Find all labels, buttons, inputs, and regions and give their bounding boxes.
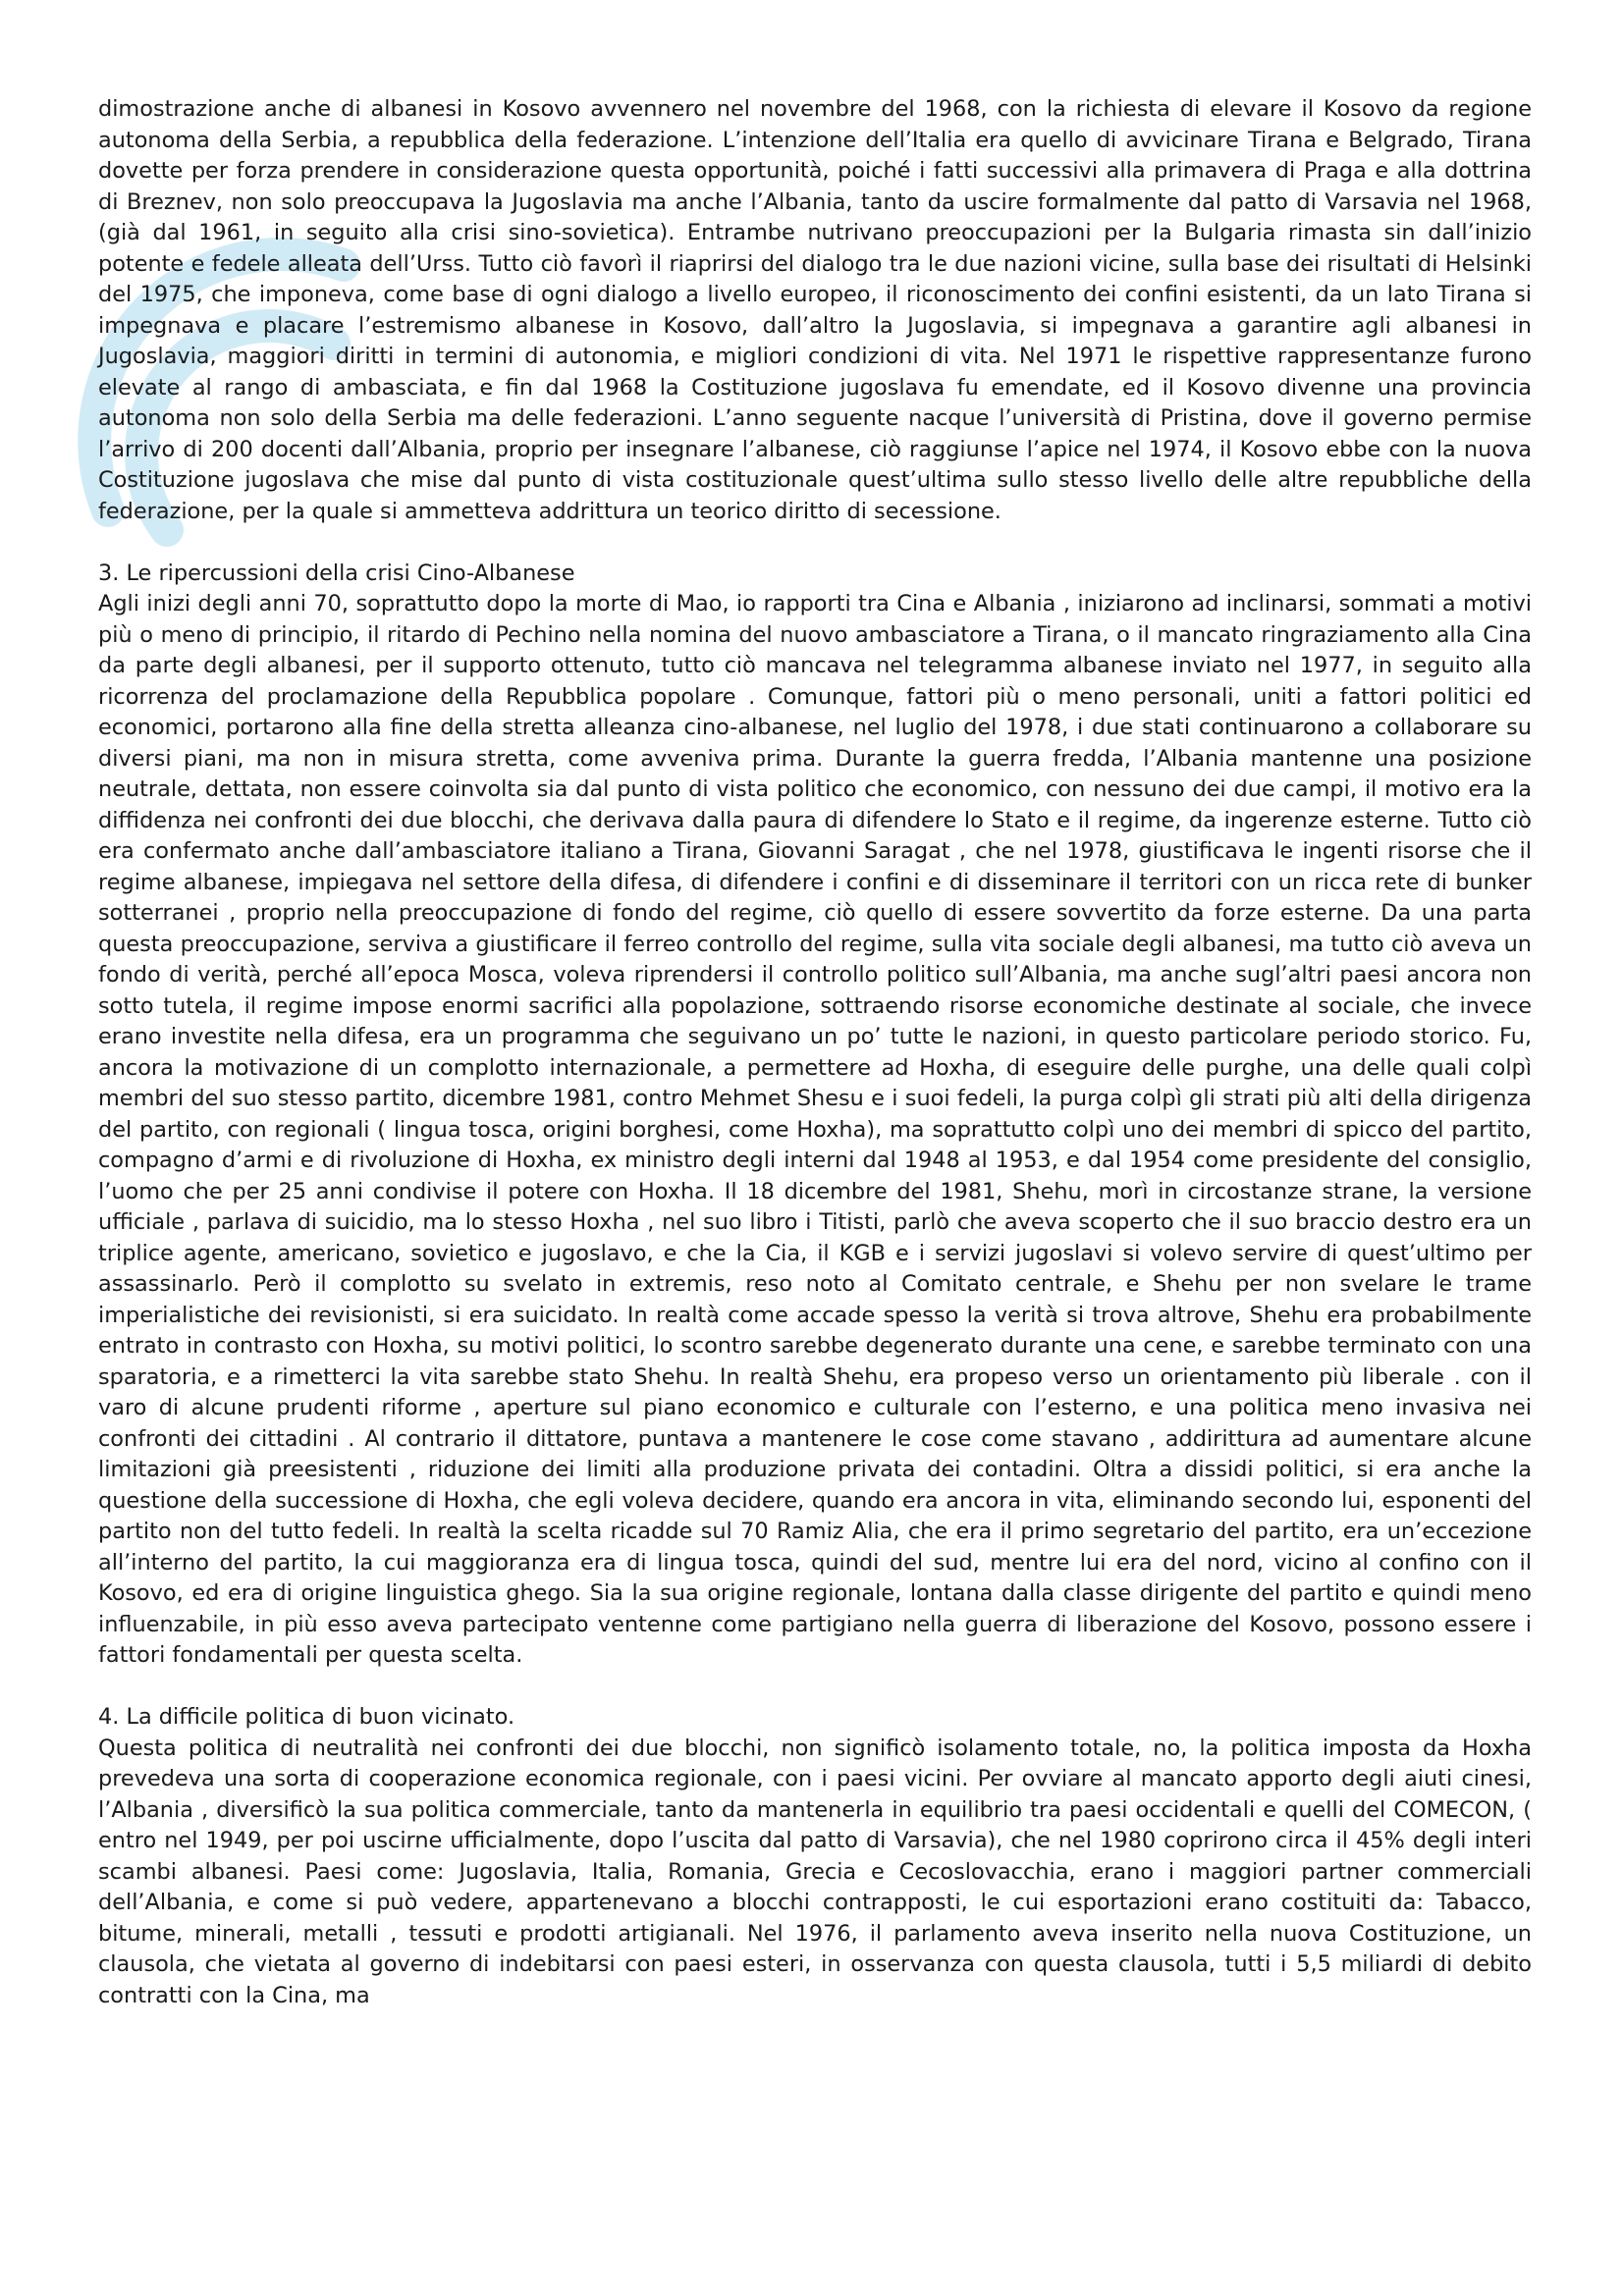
section-heading-4: 4. La difficile politica di buon vicinato. — [98, 1704, 515, 1730]
paragraph-buon-vicinato: Questa politica di neutralità nei confronti dei due blocchi, non significò isolamento totale, no, la politica imposta da Hoxha prevedeva una sorta di cooperazione economica regionale, con i paesi vicini. Per ovviare al mancato apporto degli aiuti cinesi, l’Albania , diversificò la sua politica commerciale, tanto da mantenerla in equilibrio tra paesi occidentali e quelli del COMECON, ( entro nel 1949, per poi uscirne ufficialmente, dopo l’uscita dal patto di Varsavia), che nel 1980 coprirono circa il 45% degli interi scambi albanesi. Paesi come: Jugoslavia, Italia, Romania, Grecia e Cecoslovacchia, erano i maggiori partner commerciali dell’Albania, e come si può vedere, appartenevano a blocchi contrapposti, le cui esportazioni erano costituiti da: Tabacco, bitume, minerali, metalli , tessuti e prodotti artigianali. Nel 1976, il parlamento aveva inserito nella nuova Costituzione, un clausola, che vietata al governo di indebitarsi con paesi esteri, in osservanza con questa clausola, tutti i 5,5 miliardi di debito contratti con la Cina, ma — [98, 1735, 1532, 2008]
section-heading-3: 3. Le ripercussioni della crisi Cino-Albanese — [98, 560, 575, 586]
paragraph-crisi-cino-albanese: Agli inizi degli anni 70, soprattutto dopo la morte di Mao, io rapporti tra Cina e Albania , iniziarono ad inclinarsi, sommati a motivi più o meno di principio, il ritardo di Pechino nella nomina del nuovo ambasciatore a Tirana, o il mancato ringraziamento alla Cina da parte degli albanesi, per il supporto ottenuto, tutto ciò mancava nel telegramma albanese inviato nel 1977, in seguito alla ricorrenza del proclamazione della Repubblica popolare . Comunque, fattori più o meno personali, uniti a fattori politici ed economici, portarono alla fine della stretta alleanza cino-albanese, nel luglio del 1978, i due stati continuarono a collaborare su diversi piani, ma non in misura stretta, come avveniva prima. Durante la guerra fredda, l’Albania mantenne una posizione neutrale, dettata, non essere coinvolta sia dal punto di vista politico che economico, con nessuno dei due campi, il motivo era la diffidenza nei confronti dei due blocchi, che derivava dalla paura di difendere lo Stato e il regime, da ingerenze esterne. Tutto ciò era confermato anche dall’ambasciatore italiano a Tirana, Giovanni Saragat , che nel 1978, giustificava le ingenti risorse che il regime albanese, impiegava nel settore della difesa, di difendere i confini e di disseminare il territori con un ricca rete di bunker sotterranei , proprio nella preoccupazione di fondo del regime, ciò quello di essere sovvertito da forze esterne. Da una parta questa preoccupazione, serviva a giustificare il ferreo controllo del regime, sulla vita sociale degli albanesi, ma tutto ciò aveva un fondo di verità, perché all’epoca Mosca, voleva riprendersi il controllo politico sull’Albania, ma anche sugl’altri paesi ancora non sotto tutela, il regime impose enormi sacrifici alla popolazione, sottraendo risorse economiche destinate al sociale, che invece erano investite nella difesa, era un programma che seguivano un po’ tutte le nazioni, in questo particolare periodo storico. Fu, ancora la motivazione di un complotto internazionale, a permettere ad Hoxha, di eseguire delle purghe, una delle quali colpì membri del suo stesso partito, dicembre 1981, contro Mehmet Shesu e i suoi fedeli, la purga colpì gli strati più alti della dirigenza del partito, con regionali ( lingua tosca, origini borghesi, come Hoxha), ma soprattutto colpì uno dei membri di spicco del partito, compagno d’armi e di rivoluzione di Hoxha, ex ministro degli interni dal 1948 al 1953, e dal 1954 come presidente del consiglio, l’uomo che per 25 anni condivise il potere con Hoxha. Il 18 dicembre del 1981, Shehu, morì in circostanze strane, la versione ufficiale , parlava di suicidio, ma lo stesso Hoxha , nel suo libro i Titisti, parlò che aveva scoperto che il suo braccio destro era un triplice agente, americano, sovietico e jugoslavo, e che la Cia, il KGB e i servizi jugoslavi si volevo servire di quest’ultimo per assassinarlo. Però il complotto su svelato in extremis, reso noto al Comitato centrale, e Shehu per non svelare le trame imperialistiche dei revisionisti, si era suicidato. In realtà come accade spesso la verità si trova altrove, Shehu era probabilmente entrato in contrasto con Hoxha, su motivi politici, lo scontro sarebbe degenerato durante una cene, e sarebbe terminato con una sparatoria, e a rimetterci la vita sarebbe stato Shehu. In realtà Shehu, era propeso verso un orientamento più liberale . con il varo di alcune prudenti riforme , aperture sul piano economico e culturale con l’esterno, e una politica meno invasiva nei confronti dei cittadini . Al contrario il dittatore, puntava a mantenere le cose come stavano , addirittura ad aumentare alcune limitazioni già preesistenti , riduzione dei limiti alla produzione privata dei contadini. Oltra a dissidi politici, si era anche la questione della successione di Hoxha, che egli voleva decidere, quando era ancora in vita, eliminando secondo lui, esponenti del partito non del tutto fedeli. In realtà la scelta ricadde sul 70 Ramiz Alia, che era il primo segretario del partito, era un’eccezione all’interno del partito, la cui maggioranza era di lingua tosca, quindi del sud, mentre lui era del nord, vicino al confino con il Kosovo, ed era di origine linguistica ghego. Sia la sua origine regionale, lontana dalla classe dirigente del partito e quindi meno influenzabile, in più esso aveva partecipato ventenne come partigiano nella guerra di liberazione del Kosovo, possono essere i fattori fondamentali per questa scelta. — [98, 591, 1532, 1668]
document-body — [98, 94, 1532, 2011]
paragraph-kosovo-1968: dimostrazione anche di albanesi in Kosovo avvennero nel novembre del 1968, con la richiesta di elevare il Kosovo da regione autonoma della Serbia, a repubblica della federazione. L’intenzione dell’Italia era quello di avvicinare Tirana e Belgrado, Tirana dovette per forza prendere in considerazione questa opportunità, poiché i fatti successivi alla primavera di Praga e alla dottrina di Breznev, non solo preoccupava la Jugoslavia ma anche l’Albania, tanto da uscire formalmente dal patto di Varsavia nel 1968, (già dal 1961, in seguito alla crisi sino-sovietica). Entrambe nutrivano preoccupazioni per la Bulgaria rimasta sin dall’inizio potente e fedele alleata dell’Urss. Tutto ciò favorì il riaprirsi del dialogo tra le due nazioni vicine, sulla base dei risultati di Helsinki del 1975, che imponeva, come base di ogni dialogo a livello europeo, il riconoscimento dei confini esistenti, da un lato Tirana si impegnava e placare l’estremismo albanese in Kosovo, dall’altro la Jugoslavia, si impegnava a garantire agli albanesi in Jugoslavia, maggiori diritti in termini di autonomia, e migliori condizioni di vita. Nel 1971 le rispettive rappresentanze furono elevate al rango di ambasciata, e fin dal 1968 la Costituzione jugoslava fu emendate, ed il Kosovo divenne una provincia autonoma non solo della Serbia ma delle federazioni. L’anno seguente nacque l’università di Pristina, dove il governo permise l’arrivo di 200 docenti dall’Albania, proprio per insegnare l’albanese, ciò raggiunse l’apice nel 1974, il Kosovo ebbe con la nuova Costituzione jugoslava che mise dal punto di vista costituzionale quest’ultima sullo stesso livello delle altre repubbliche della federazione, per la quale si ammetteva addrittura un teorico diritto di secessione. — [98, 96, 1532, 524]
